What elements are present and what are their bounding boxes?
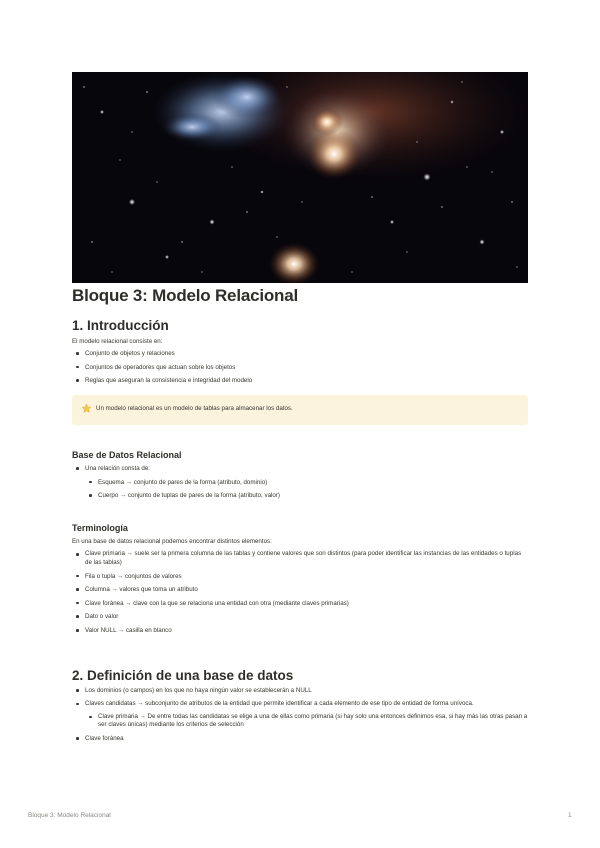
cover-image xyxy=(72,72,528,283)
star-icon xyxy=(81,403,92,414)
definicion-list xyxy=(72,686,528,748)
terminologia-intro: En una base de datos relacional podemos encontrar distintos elementos: xyxy=(72,538,272,545)
list-item: Clave primaria → suele ser la primera columna de las tablas y contiene valores que son distintos (para poder identificar las instancias de las entidades o tuplas de las tablas) xyxy=(72,550,528,567)
list-item: Conjunto de objetos y relaciones xyxy=(72,349,528,358)
footer-title: Bloque 3: Modelo Relacional xyxy=(28,812,111,819)
list-item: Columna → valores que toma un atributo xyxy=(72,585,528,594)
list-item: Clave foránea → clave con la que se relaciona una entidad con otra (mediante claves primarias) xyxy=(72,599,528,608)
intro-text: El modelo relacional consiste en: xyxy=(72,338,163,345)
list-item: Clave foránea xyxy=(72,734,528,743)
list-item: Conjuntos de operadores que actuan sobre los objetos xyxy=(72,363,528,372)
page-number: 1 xyxy=(568,812,572,819)
sub-list-item: Clave primaria → De entre todas las candidatas se elige a una de ellas como primaria (si hay solo una entonces definimos esa, si hay más las otras pasan a ser claves únicas) mediante los criterios de selección xyxy=(72,713,528,730)
terminologia-list xyxy=(72,550,528,640)
list-item: Los dominios (o campos) en los que no haya ningún valor se establecerán a NULL xyxy=(72,686,528,695)
callout-text: Un modelo relacional es un modelo de tablas para almacenar los datos. xyxy=(96,405,293,412)
list-item: Fila o tupla → conjuntos de valores xyxy=(72,572,528,581)
list-item: Dato o valor xyxy=(72,612,528,621)
list-item: Claves candidatas → subconjunto de atributos de la entidad que permite identificar a cada elemento de ese tipo de entidad de forma unívoca. xyxy=(72,700,528,709)
page-title: Bloque 3: Modelo Relacional xyxy=(72,286,299,305)
list-item: Reglas que aseguran la consistencia e integridad del modelo xyxy=(72,376,528,385)
intro-list xyxy=(72,349,528,390)
subheading-terminologia: Terminología xyxy=(72,523,128,533)
callout-box xyxy=(72,395,528,425)
list-item: Una relación consta de: xyxy=(72,464,528,473)
sub-list-item: Cuerpo → conjunto de tuplas de pares de la forma (atributo, valor) xyxy=(72,491,528,500)
section-heading-definicion: 2. Definición de una base de datos xyxy=(72,668,294,683)
section-heading-introduccion: 1. Introducción xyxy=(72,318,169,333)
subheading-base-datos: Base de Datos Relacional xyxy=(72,450,182,460)
list-item: Valor NULL → casilla en blanco xyxy=(72,626,528,635)
base-datos-list xyxy=(72,464,528,505)
sub-list-item: Esquema → conjunto de pares de la forma (atributo, dominio) xyxy=(72,478,528,487)
